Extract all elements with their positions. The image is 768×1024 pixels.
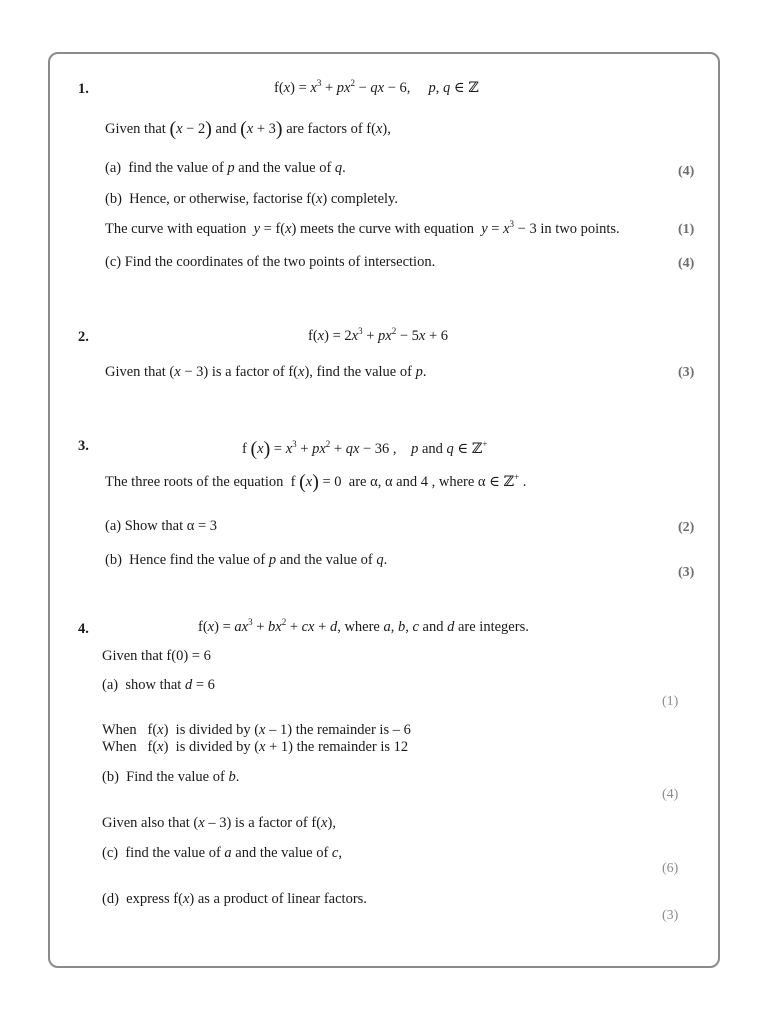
q4-number: 4. [78,621,89,637]
q4-part-a: (a) show that d = 6 [102,677,215,693]
q4-a-marks: (1) [662,694,679,709]
q3-roots: The three roots of the equation f (x) = 0 are α, α and 4 , where α ∈ ℤ+ . [105,471,527,493]
q1-c-marks: (4) [678,256,695,271]
q1-a-marks: (4) [678,164,695,179]
q4-d-marks: (3) [662,908,679,923]
q3-part-b: (b) Hence find the value of p and the value of q. [105,552,388,568]
q2-given: Given that (x − 3) is a factor of f(x), find the value of p. [105,364,427,380]
q1-curve-text: The curve with equation y = f(x) meets the curve with equation $y = x^3 - 3$ in two points. [105,219,620,237]
q4-equation: $f(x) = ax^3 + bx^2$ + cx + d, where a, b, c and d are integers. [198,617,529,635]
q1-equation: $f(x) = x^3 + px^2$ − qx − 6, p, q ∈ ℤ [274,78,479,96]
q3-a-marks: (2) [678,520,695,535]
q4-given: Given that f(0) = 6 [102,648,211,664]
q2-equation: $f(x) = 2x^3 + px^2 - 5x + 6$ [308,326,448,344]
q4-given-also: Given also that (x – 3) is a factor of f(x), [102,815,336,831]
q3-number: 3. [78,438,89,454]
q1-part-b: (b) Hence, or otherwise, factorise f(x) completely. [105,191,398,207]
q4-part-b: (b) Find the value of b. [102,769,240,785]
q3-equation: f $(x) = x^3 + px^2$ + qx − 36 , p and q ∈ ℤ+ [242,438,488,460]
q4-b-marks: (4) [662,787,679,802]
q1-given: Given that (x − 2) and (x + 3) are factors of f(x), [105,118,391,140]
q1-part-c: (c) Find the coordinates of the two points of intersection. [105,254,436,270]
q4-when-2: When f(x) is divided by (x + 1) the remainder is 12 [102,739,409,755]
q4-part-c: (c) find the value of a and the value of c, [102,845,342,861]
q1-part-a: (a) find the value of p and the value of q. [105,160,346,176]
q2-marks: (3) [678,365,695,380]
q3-part-a: (a) Show that α = 3 [105,518,218,534]
q4-c-marks: (6) [662,861,679,876]
q2-number: 2. [78,329,89,345]
q3-b-marks: (3) [678,565,695,580]
q1-b-marks: (1) [678,222,695,237]
q4-part-d: (d) express f(x) as a product of linear factors. [102,891,367,907]
q4-when-1: When f(x) is divided by (x – 1) the remainder is – 6 [102,722,411,738]
q1-number: 1. [78,81,89,97]
